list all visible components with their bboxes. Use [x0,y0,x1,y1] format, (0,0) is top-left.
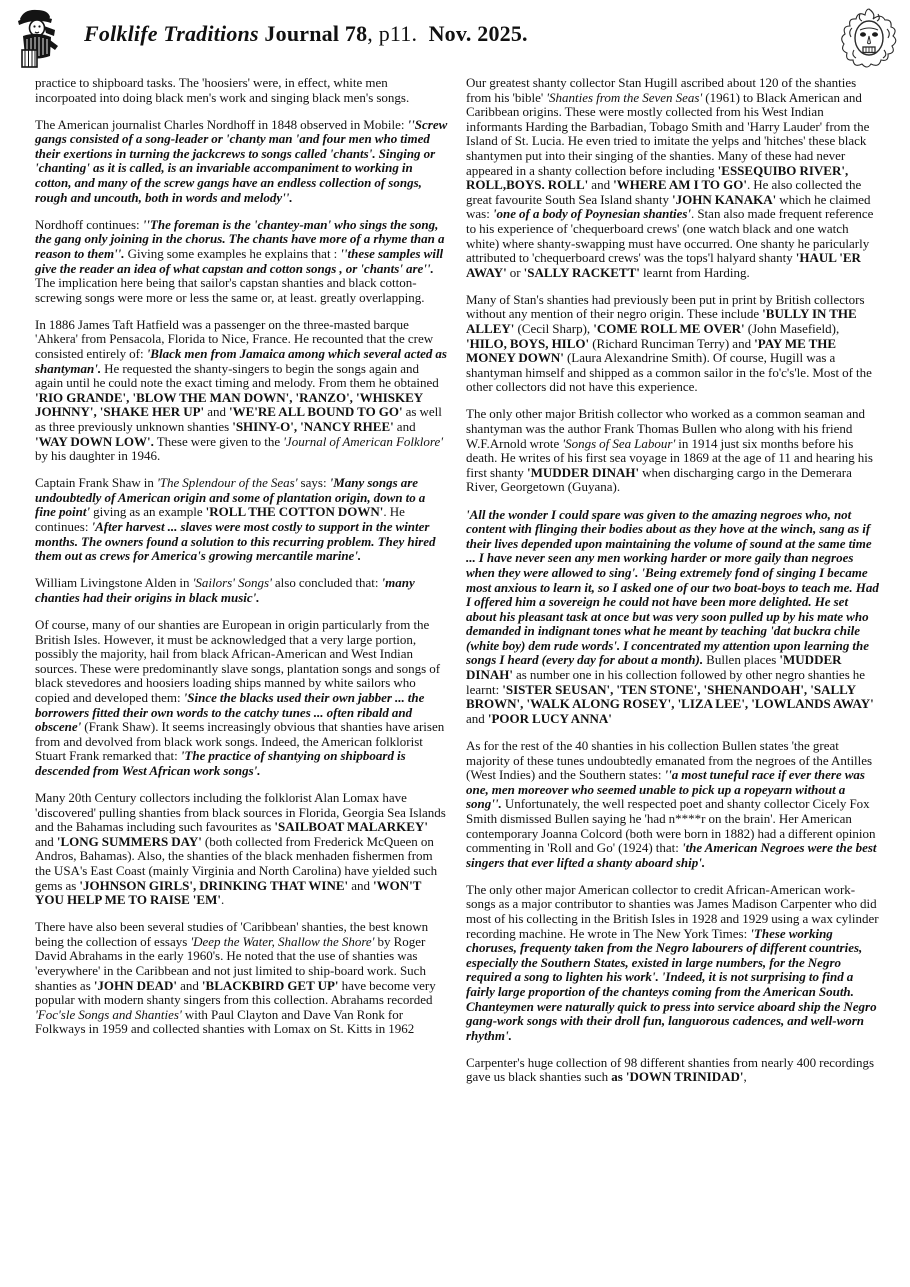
text-run: 'one of a body of Poynesian shanties' [492,206,692,222]
text-run: 'WHERE AM I TO GO' [613,177,747,193]
text-run: ''The foreman is the 'chantey-man' who sings the song, the gang only joining in the chorus. The chants have more of a rhyme than a reason to them''. [35,216,445,261]
text-run: Many of Stan's shanties had previously been put in print by British collectors without any mention of their negro origin. These include [466,291,865,322]
text-run: . [220,892,225,908]
text-run: 'HAUL 'ER AWAY' [466,250,861,280]
paragraph [466,883,880,1044]
text-run: by Roger David Abrahams in the early 1960's. He noted that the use of shanties was 'everywhere' in the Caribbean and not just limited to ship-board work. Such shanties as [35,933,426,993]
text-run: (John Masefield), [744,321,840,336]
text-run: As for the rest of the 40 shanties in his collection Bullen states 'the great majority of these tunes undoubtedly emanated from the negroes of the Antilles (West Indies) and the Southern states: [466,737,873,783]
text-run: 'All the wonder I could spare was given to the amazing negroes who, not content with flinging their bodies about as they hove at the winch, sang as if their lives depended upon maintaining the volume of sound at the same time ... I have never seen any men working harder or more gaily than negroes when they were allowed to sing'. 'Being extremely fond of singing I became most anxious to learn it, so I asked one of our two boat-boys to teach me. Had I offered him a sovereign he could not have been more delighted. He set about his pleasant task at once but was very soon pulled up by his mate who demanded in indignant tones what he meant by teaching 'dat buckra chile (white boy) dem rude words'. I concentrated my attention upon learning the songs I heard (every day for about a month). [466,506,879,668]
text-run: as 'DOWN TRINIDAD' [611,1069,744,1085]
article-body [0,68,910,1095]
text-run: 'BLACKBIRD GET UP' [201,977,339,993]
text-run: as number one in his collection followed by other negro shanties he learnt: [466,667,866,697]
text-run: have become very popular with modern shanty singers from this collection. Abrahams recorded [35,977,436,1008]
text-run: as well as three previously unknown shanties [35,404,442,434]
text-run: 'JOHN DEAD' [93,977,178,993]
text-run: 'ESSEQUIBO RIVER', ROLL,BOYS. ROLL' [466,162,849,193]
text-run: There have also been several studies of 'Caribbean' shanties, the best known being the collection of essays [35,919,429,949]
text-run: 'LONG SUMMERS DAY' [56,833,202,849]
text-run: 'SISTER SEUSAN', 'TEN STONE', 'SHENANDOAH', 'SALLY BROWN', 'WALK ALONG ROSEY', 'LIZA LEE', 'LOWLANDS AWAY' [466,681,874,712]
paragraph [35,576,449,605]
text-run: Carpenter's huge collection of 98 different shanties from nearly 400 recordings gave us black shanties such [466,1054,875,1085]
paragraph [35,618,449,779]
text-run: Bullen places [703,652,780,668]
text-run: 'RIO GRANDE', 'BLOW THE MAN DOWN', 'RANZO', 'WHISKEY JOHNNY', 'SHAKE HER UP' [35,389,423,420]
text-run: 'JOHN KANAKA' [672,191,777,207]
text-run: . He also collected the great favourite South Sea Island shanty [466,177,862,207]
text-run: in 1914 just six months before his death. He writes of his first sea voyage in 1869 at the age of 11 and hearing his first shanty [466,435,873,480]
text-run: says: [297,475,330,491]
text-run: ''a most tuneful race if ever there was one, men moreover who seemed unable to pick up a ropeyarn without a song''. [466,767,865,812]
text-run: 'BULLY IN THE ALLEY' [466,306,857,336]
text-run: (Laura Alexandrine Smith). Of course, Hugill was a shantyman himself and shipped as a common sailor in the fo'c's'le. Most of the other collectors did not have this experience. [466,350,872,395]
text-run: 'POOR LUCY ANNA' [487,710,612,726]
text-run: and [466,710,488,726]
text-run: 'MUDDER DINAH' [466,652,842,683]
text-run: , [743,1069,747,1085]
text-run: 'SHINY-O', 'NANCY RHEE' [232,418,394,434]
text-run: 'SAILBOAT MALARKEY' [274,819,428,835]
text-run: and [393,418,416,434]
text-run: 'Many songs are undoubtedly of American origin and some of plantation origin, down to a fine point' [35,475,426,520]
text-run: 'After harvest ... slaves were most costly to support in the winter months. The owners found a solution to this recurring problem. They hired them out as crews for America's growing mercantile marine'. [35,519,436,564]
paragraph [466,1056,880,1085]
text-run: learnt from Harding. [639,264,750,280]
journal-title-date: Nov. 2025. [417,21,528,46]
green-man-mask-icon [840,6,898,70]
text-run: 'Journal of American Folklore' [283,433,444,449]
text-run: 'WE'RE ALL BOUND TO GO' [229,404,403,420]
text-run: Our greatest shanty collector Stan Hugill ascribed about 120 of the shanties from his 'bible' [466,75,857,105]
paragraph [35,318,449,464]
text-run: by his daughter in 1946. [35,448,161,464]
text-run: 'Songs of Sea Labour' [562,435,676,451]
paragraph [466,739,880,870]
text-run: (Frank Shaw). It seems increasingly obvious that shanties have arisen from and devolved from black work songs. Indeed, the American folklorist Stuart Frank remarked that: [35,719,445,764]
journal-title-name: Folklife Traditions [84,21,259,46]
text-run: Nordhoff continues: [35,216,143,232]
text-run: . He continues: [35,504,405,535]
text-run: (Richard Runciman Terry) and [589,335,755,351]
text-run: 'HILO, BOYS, HILO' [466,335,590,351]
paragraph [35,118,449,206]
text-run: 'WON'T YOU HELP ME TO RAISE 'EM' [35,877,422,908]
paragraph [466,76,880,280]
text-run: The American journalist Charles Nordhoff in 1848 observed in Mobile: [35,116,408,132]
text-run: (1961) to Black American and Caribbean origins. These were mostly collected from his West Indian informants Harding the Barbadian, Tobago Smith and 'Harry Lauder' from the Island of St. Lucia. He even tried to imitate the yelps and 'hitches' these black shantymen put into their singing of the shanties. Many of these had never appeared in a shanty collection before including [466,89,870,178]
text-run: Of course, many of our shanties are European in origin particularly from the British Isles. However, it must be acknowledged that a very large portion, possibly the majority, hail from black African-American and West Indian sources. These were predominantly slave songs, plantation songs and songs of black stevedores and hoosiers loading ships manned by white sailors who copied and developed them: [35,617,441,705]
text-run: also concluded that: [271,575,382,591]
text-run: Captain Frank Shaw in [35,475,157,491]
text-run: 'Shanties from the Seven Seas' [546,89,703,105]
journal-title-issue: Journal 78 [258,21,368,46]
text-run: 'JOHNSON GIRLS', DRINKING THAT WINE' [79,877,349,893]
text-run: . Stan also made frequent reference to his experience of 'chequerboard crews' (one watch black and one watch white) where shanty-swapping must have occurred. One shanty he paricularly attributed to 'chequerboard crews' was the tops'l halyard shanty [466,206,874,266]
text-run: or [506,264,524,280]
text-run: William Livingstone Alden in [35,575,193,591]
text-run: Giving some examples he explains that : [124,245,341,261]
paragraph [35,920,449,1037]
text-run: 'Since the blacks used their own jabber ... the borrowers fitted their own words to the catchy tunes ... often ribald and obscene' [35,689,425,735]
text-run: The implication here being that sailor's capstan shanties and black cotton-screwing songs were more or less the same or, at least. greatly overlapping. [35,275,425,305]
text-run: The only other major British collector who worked as a common seaman and shantyman was the author Frank Thomas Bullen who along with his friend W.F.Arnold wrote [466,406,866,451]
text-run: and [204,404,230,420]
text-run: ''Screw gangs consisted of a song-leader or 'chanty man 'and four men who timed their exertions in turning the jackcrews to songs called 'chants'. Singing or 'chanting' as it is called, is an invariable accompaniment to working in cotton, and many of the screw gangs have an endless collection of songs, rough and uncouth, both in words and melody''. [35,116,448,205]
text-run: 'These working choruses, frequenty taken from the Negro labourers of different countries, especially the Southern States, existed in large numbers, for the Negro required a song to lighten his work'. 'Indeed, it is not surprising to find a fairly large proportion of the chanteys coming from the American South. Chanteymen were naturally quick to press into service aboard ship the Negro gang-work songs with their droll fun, languorous cadences, and well-worn rhythm'. [466,925,877,1043]
paragraph [35,791,449,908]
text-run: 'The Splendour of the Seas' [156,475,298,491]
text-run: He requested the shanty-singers to begin the songs again and again until he could note the exact timing and melody. From them he obtained [35,360,439,391]
text-run: 'PAY ME THE MONEY DOWN' [466,335,837,366]
text-run: 'Foc'sle Songs and Shanties' [35,1006,182,1022]
page-header [0,0,910,68]
text-run: with Paul Clayton and Dave Van Ronk for Folkways in 1959 and collected shanties with Lomax on St. Kitts in 1962 [35,1006,415,1037]
journal-title-page: , p11. [367,21,418,46]
text-run: Many 20th Century collectors including the folklorist Alan Lomax have 'discovered' pulling shanties from black sources in Florida, Georgia Sea Islands and the Bahamas including such favourites as [35,790,446,835]
journal-title [70,6,840,46]
paragraph [35,218,449,306]
text-run: Unfortunately, the well respected poet and shanty collector Cicely Fox Smith dismissed Bullen saying he 'had n****r on the brain'. Her American contemporary Joanna Colcord (both were born in 1882) had a different opinion commenting in 'Roll and Go' (1924) that: [466,796,876,856]
text-run: when discharging cargo in the Demerara River, Georgetown (Guyana). [466,464,852,495]
text-run: 'The practice of shantying on shipboard is descended from West African work songs'. [35,748,406,778]
text-run: and [348,877,374,893]
text-run: and [35,833,57,849]
left-column [35,76,449,1085]
text-run: practice to shipboard tasks. The 'hoosiers' were, in effect, white men incorpoated into doing black men's work and singing black men's songs. [35,75,410,105]
text-run: 'ROLL THE COTTON DOWN' [205,504,384,520]
paragraph [466,407,880,495]
right-column [466,76,880,1085]
text-run: (both collected from Frederick McQueen on Andros, Bahamas). Also, the shanties of the black menhaden fishermen from the USA's East Coast (mainly Virginia and North Carolina) have yielded such gems as [35,833,438,893]
text-run: ''these samples will give the reader an idea of what capstan and cotton songs , or 'chants' are''. [35,245,444,276]
text-run: 'SALLY RACKETT' [523,264,640,280]
text-run: 'COME ROLL ME OVER' [593,321,745,336]
paragraph [466,293,880,395]
paragraph [35,476,449,564]
text-run: and [588,177,614,193]
text-run: and [177,977,202,993]
text-run: 'Deep the Water, Shallow the Shore' [190,933,375,949]
paragraph [466,508,880,727]
text-run: giving as an example [90,504,206,520]
text-run: which he claimed was: [466,191,871,222]
text-run: (Cecil Sharp), [514,321,594,336]
fiddler-woodcut-icon [10,6,70,70]
text-run: 'WAY DOWN LOW'. [35,433,154,449]
text-run: 'many chanties had their origins in black music'. [35,575,415,605]
text-run: 'MUDDER DINAH' [526,464,640,480]
text-run: These were given to the [153,433,284,449]
text-run: 'the American Negroes were the best singers that ever lifted a shanty aboard ship'. [466,840,877,870]
text-run: 'Black men from Jamaica among which several acted as shantyman'. [35,346,447,376]
text-run: The only other major American collector to credit African-American work-songs as a major contributor to shanties was James Madison Carpenter who did most of his collecting in the British Isles in 1928 and 1929 using a wax cylinder recording machine. He wrote in The New York Times: [466,881,879,941]
text-run: In 1886 James Taft Hatfield was a passenger on the three-masted barque 'Ahkera' from Pensacola, Florida to Nice, France. He recounted that the crew consisted entirely of: [35,316,434,361]
text-run: 'Sailors' Songs' [192,575,272,591]
paragraph [35,76,449,105]
